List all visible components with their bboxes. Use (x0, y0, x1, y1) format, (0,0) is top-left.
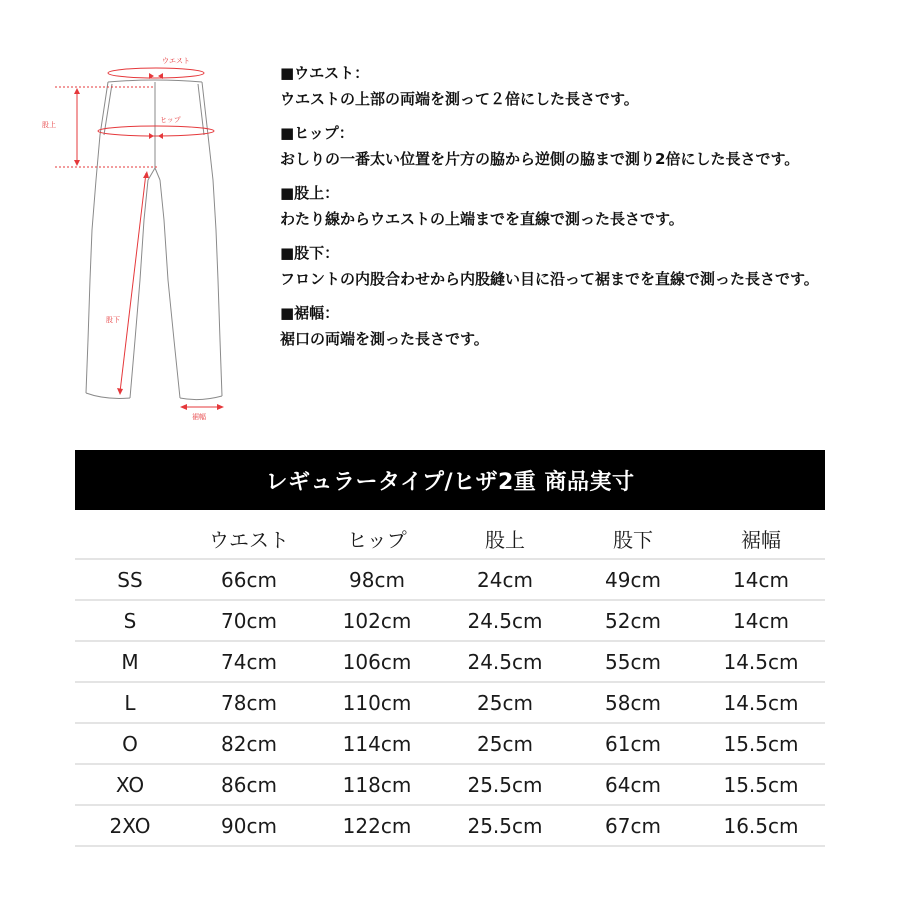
description-title: ■ウエスト： (280, 64, 370, 82)
description-title: ■股下： (280, 244, 340, 262)
description-title: ■ヒップ： (280, 124, 354, 142)
table-row (75, 600, 825, 641)
cell-rise: 24cm (441, 559, 569, 600)
cell-hem: 14cm (697, 600, 825, 641)
cell-waist: 82cm (185, 723, 313, 764)
table-row (75, 805, 825, 846)
cell-rise: 25.5cm (441, 805, 569, 846)
cell-waist: 70cm (185, 600, 313, 641)
size-table (75, 518, 825, 847)
cell-waist: 86cm (185, 764, 313, 805)
pants-measurement-diagram (30, 40, 270, 430)
pants-outline-icon (30, 40, 270, 430)
cell-size: SS (75, 559, 185, 600)
diagram-label-hip: ヒップ (160, 116, 181, 124)
table-header-row (75, 518, 825, 559)
cell-rise: 25cm (441, 723, 569, 764)
cell-hip: 102cm (313, 600, 441, 641)
cell-size: M (75, 641, 185, 682)
cell-hem: 14.5cm (697, 641, 825, 682)
cell-rise: 25cm (441, 682, 569, 723)
description-title: ■裾幅： (280, 304, 340, 322)
cell-hem: 16.5cm (697, 805, 825, 846)
description-hip (280, 120, 840, 172)
cell-hem: 14cm (697, 559, 825, 600)
header-inseam: 股下 (613, 527, 653, 552)
cell-rise: 25.5cm (441, 764, 569, 805)
header-rise: 股上 (485, 527, 525, 552)
cell-hem: 15.5cm (697, 764, 825, 805)
cell-inseam: 55cm (569, 641, 697, 682)
description-text: ウエストの上部の両端を測って２倍にした長さです。 (280, 90, 639, 108)
header-hem: 裾幅 (741, 527, 781, 552)
description-hem (280, 300, 840, 352)
cell-hip: 114cm (313, 723, 441, 764)
cell-size: XO (75, 764, 185, 805)
diagram-label-inseam: 股下 (106, 316, 120, 324)
cell-inseam: 49cm (569, 559, 697, 600)
header-waist: ウエスト (209, 527, 289, 552)
diagram-label-rise: 股上 (42, 121, 56, 129)
cell-inseam: 67cm (569, 805, 697, 846)
cell-rise: 24.5cm (441, 600, 569, 641)
cell-inseam: 52cm (569, 600, 697, 641)
size-table-title: レギュラータイプ/ヒザ2重 商品実寸 (75, 450, 825, 510)
cell-rise: 24.5cm (441, 641, 569, 682)
cell-inseam: 58cm (569, 682, 697, 723)
cell-hem: 14.5cm (697, 682, 825, 723)
table-row (75, 682, 825, 723)
cell-waist: 74cm (185, 641, 313, 682)
cell-hip: 110cm (313, 682, 441, 723)
diagram-label-hem: 裾幅 (192, 413, 206, 421)
description-rise (280, 180, 840, 232)
description-inseam (280, 240, 840, 292)
description-title: ■股上： (280, 184, 340, 202)
description-text: 裾口の両端を測った長さです。 (280, 330, 489, 348)
cell-size: L (75, 682, 185, 723)
cell-size: O (75, 723, 185, 764)
cell-hip: 118cm (313, 764, 441, 805)
table-row (75, 764, 825, 805)
cell-inseam: 61cm (569, 723, 697, 764)
description-text: わたり線からウエストの上端までを直線で測った長さです。 (280, 210, 684, 228)
table-row (75, 723, 825, 764)
cell-hip: 122cm (313, 805, 441, 846)
header-hip: ヒップ (347, 527, 407, 552)
description-text: おしりの一番太い位置を片方の脇から逆側の脇まで測り2倍にした長さです。 (280, 150, 800, 168)
cell-hem: 15.5cm (697, 723, 825, 764)
cell-hip: 98cm (313, 559, 441, 600)
header-size (75, 518, 185, 559)
cell-waist: 78cm (185, 682, 313, 723)
cell-size: S (75, 600, 185, 641)
cell-inseam: 64cm (569, 764, 697, 805)
cell-size: 2XO (75, 805, 185, 846)
cell-waist: 66cm (185, 559, 313, 600)
cell-hip: 106cm (313, 641, 441, 682)
table-row (75, 559, 825, 600)
diagram-label-waist: ウエスト (162, 57, 190, 65)
measurement-descriptions (280, 60, 840, 360)
description-waist (280, 60, 840, 112)
table-row (75, 641, 825, 682)
description-text: フロントの内股合わせから内股縫い目に沿って裾までを直線で測った長さです。 (280, 270, 819, 288)
cell-waist: 90cm (185, 805, 313, 846)
